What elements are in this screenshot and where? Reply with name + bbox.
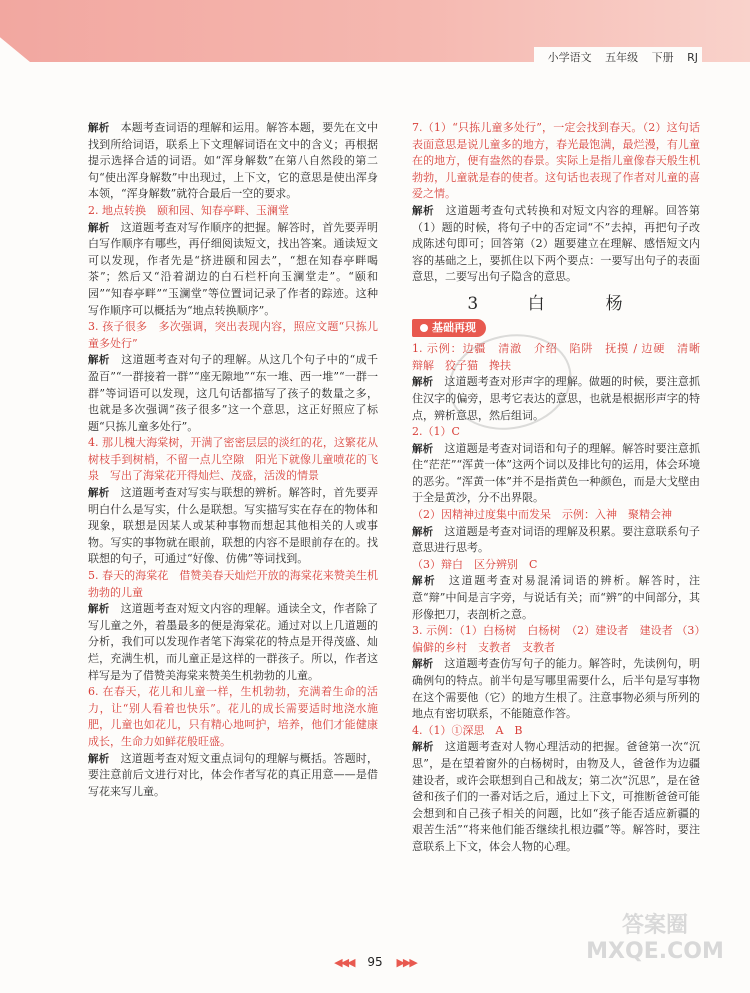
section-badge bbox=[412, 319, 486, 338]
analysis-text: 这道题考查对句子的理解。从这几个句子中的“成千盈百”“一群接着一群”“座无隙地”“东一堆、西一堆”“一群一群”等词语可以发现，这几句话都描写了孩子的数量之多，也就是多次强调“孩子很多”这一个意思，这正好照应了标题“只拣儿童多处行”。 bbox=[88, 353, 379, 433]
answer-paragraph: 3. 示例：（1）白杨树 白杨树 （2）建设者 建设者 （3）偏僻的乡村 支教者 支教者 bbox=[412, 624, 700, 654]
answer-paragraph: 7.（1）“只拣儿童多处行”，一定会找到春天。（2）这句话表面意思是说儿童多的地方，春光最饱满，最烂漫，有儿童在的地方，便有盎然的春景。实际上是指儿童像春天般生机勃勃，儿童就是春的使者。这句话也表现了作者对儿童的喜爱之情。 bbox=[412, 121, 700, 201]
answer-paragraph: 3. 孩子很多 多次强调，突出表现内容，照应文题“只拣儿童多处行” bbox=[88, 320, 378, 350]
answer-paragraph: 1. 示例：边疆 清澈 介绍 陷阱 抚摸 / 边硬 清晰 辩解 狡子猫 搀扶 bbox=[412, 342, 711, 372]
analysis-paragraph bbox=[412, 656, 700, 722]
section-label: 基础再现 bbox=[432, 320, 476, 334]
analysis-paragraph bbox=[88, 751, 378, 801]
analysis-text: 这道题考查对写作顺序的把握。解答时，首先要弄明白写作顺序有哪些，再仔细阅读短文，找出答案。通读短文可以发现，作者先是“挤进颐和园去”，“想在知春亭畔喝茶”；然后又“沿着湖边的白石栏杆向玉澜堂走”。“颐和园”“知春亭畔”“玉澜堂”等位置词记录了作者的踪迹。这种写作顺序可以概括为“地点转换顺序”。 bbox=[88, 220, 379, 317]
analysis-paragraph bbox=[412, 524, 700, 557]
analysis-paragraph bbox=[88, 120, 378, 203]
analysis-label: 解析 bbox=[412, 658, 434, 671]
section-mark-icon bbox=[420, 324, 428, 332]
analysis-label: 解析 bbox=[412, 741, 434, 754]
analysis-text: 本题考查词语的理解和运用。解答本题，要先在文中找到所给词语，联系上下文理解词语在文中的含义；再根据提示选择合适的词语。如“浑身解数”在第八自然段的第二句“使出浑身解数”中出现过，上下文，它的意思是使出浑身本领，“浑身解数”就符合最后一空的要求。 bbox=[88, 121, 379, 201]
analysis-paragraph bbox=[88, 352, 378, 435]
analysis-text: 这道题考查仿写句子的能力。解答时，先读例句，明确例句的特点。前半句是写哪里需要什么，后半句是写事物在这个需要他（它）的地方生根了。注意事物必须与所列的地点有密切联系，不能随意作答。 bbox=[412, 657, 701, 721]
analysis-label: 解析 bbox=[412, 442, 434, 455]
page-number: 95 bbox=[367, 955, 383, 969]
answer-paragraph: 5. 春天的海棠花 借赞美春天灿烂开放的海棠花来赞美生机勃勃的儿童 bbox=[88, 569, 378, 599]
next-arrows-icon: ▶▶▶ bbox=[396, 956, 416, 969]
right-column bbox=[412, 120, 711, 856]
analysis-label: 解析 bbox=[412, 376, 434, 389]
analysis-label: 解析 bbox=[412, 204, 435, 217]
analysis-label: 解析 bbox=[88, 752, 110, 765]
analysis-paragraph bbox=[412, 441, 700, 507]
answer-paragraph: （3）辩白 区分辨别 C bbox=[412, 557, 538, 571]
analysis-paragraph bbox=[88, 220, 378, 320]
analysis-paragraph bbox=[412, 739, 700, 855]
page-header bbox=[534, 47, 702, 67]
analysis-text: 这道题是考查对词语的理解及积累。要注意联系句子意思进行思考。 bbox=[412, 524, 701, 555]
analysis-text: 这道题考查对形声字的理解。做题的时候，要注意抓住汉字的偏旁，思考它表达的意思，也就是根据形声字的特点，辨析意思，然后组词。 bbox=[412, 375, 701, 422]
analysis-label: 解析 bbox=[412, 575, 437, 588]
right-top-block bbox=[412, 120, 700, 286]
analysis-text: 这道题考查对短文重点词句的理解与概括。答题时，要注意前后文进行对比，体会作者写花的真正用意——是借写花来写儿童。 bbox=[88, 751, 379, 798]
answer-paragraph: 4. 那儿槐大海棠树，开满了密密层层的淡红的花，这繁花从树枝手到树梢，不留一点儿空隙 阳光下就像儿童喷花的飞泉 写出了海棠花开得灿烂、茂盛，活泼的情景 bbox=[88, 436, 378, 483]
answer-paragraph: 2. 地点转换 颐和园、知春亭畔、玉澜堂 bbox=[88, 203, 289, 217]
analysis-paragraph bbox=[412, 203, 700, 286]
watermark-logo: 答案圈 MXQE.COM bbox=[586, 913, 724, 964]
analysis-label: 解析 bbox=[88, 354, 110, 367]
analysis-label: 解析 bbox=[88, 487, 110, 500]
analysis-paragraph bbox=[412, 573, 700, 623]
analysis-label: 解析 bbox=[88, 122, 110, 134]
analysis-label: 解析 bbox=[88, 603, 110, 616]
volume-label: 下册 bbox=[651, 51, 674, 64]
analysis-text: 这道题考查对易混淆词语的辨析。解答时，注意“辩”中间是言字旁，与说话有关；而“辨”的中间部分，其形像把刀，表剖析之意。 bbox=[412, 574, 701, 621]
answer-paragraph: 4.（1）①深思 A B bbox=[412, 723, 523, 737]
grade-label: 五年级 bbox=[605, 51, 639, 64]
left-column bbox=[88, 120, 378, 800]
subject-label: 小学语文 bbox=[547, 51, 592, 64]
lesson-title: 3 白 杨 bbox=[467, 293, 645, 314]
analysis-paragraph bbox=[88, 485, 378, 568]
analysis-text: 这道题考查对短文内容的理解。通读全文，作者除了写儿童之外，着墨最多的便是海棠花。通过对以上几道题的分析，我们可以发现作者笔下海棠花的特点是开得茂盛、灿烂，充满生机，而儿童正是这样的一群孩子。所以，作者这样写是为了借赞美海棠来赞美生机勃勃的儿童。 bbox=[88, 602, 379, 682]
analysis-text: 这道题考查句式转换和对短文内容的理解。回答第（1）题的时候，将句子中的否定词“不”去掉，再把句子改成陈述句即可；回答第（2）题要建立在理解、感悟短文内容的基础之上，要抓住以下两个要点：一要写出句子的表面意思，二要写出句子隐含的意思。 bbox=[412, 203, 701, 284]
right-bottom-block bbox=[412, 341, 711, 855]
analysis-text: 这道题是考查对词语和句子的理解。解答时要注意抓住“茫茫”“浑黄一体”这两个词以及排比句的运用，体会环境的恶劣。“浑黄一体”并不是指黄色一种颜色，而是大戈壁由于全是黄沙，分不出界限。 bbox=[412, 441, 701, 505]
analysis-label: 解析 bbox=[88, 221, 110, 234]
prev-arrows-icon: ◀◀◀ bbox=[334, 956, 354, 969]
answer-paragraph: 6. 在春天，花儿和儿童一样，生机勃勃，充满着生命的活力，让“别人看着也快乐”。花儿的成长需要适时地浇水施肥，儿童也如花儿，只有精心地呵护，培养，他们才能健康成长，生命力如鲜花般旺盛。 bbox=[88, 685, 378, 748]
edition-label: RJ bbox=[687, 51, 698, 64]
analysis-text: 这道题考查对写实与联想的辨析。解答时，首先要弄明白什么是写实，什么是联想。写实描写实在存在的物体和现象，联想是因某人或某种事物而想起其他相关的人或事物。写实的事物就在眼前，联想的内容不是眼前存在的。找联想的句子，可通过“好像、仿佛”等词找到。 bbox=[88, 486, 379, 566]
analysis-text: 这道题考查对人物心理活动的把握。爸爸第一次“沉思”，是在望着窗外的白杨树时，由物及人，爸爸作为边疆建设者，或许会联想到自己和战友；第二次“沉思”，是在爸爸和孩子们的一番对话之后，通过上下文，可推断爸爸可能会想到和自己孩子相关的问题，比如“孩子能否适应新疆的艰苦生活”“将来他们能否继续扎根边疆”等。解答时，要注意联系上下文，体会人物的心理。 bbox=[412, 740, 701, 853]
analysis-paragraph bbox=[88, 601, 378, 684]
answer-paragraph: （2）因精神过度集中而发呆 示例：入神 聚精会神 bbox=[412, 508, 672, 522]
analysis-label: 解析 bbox=[412, 525, 434, 538]
answer-paragraph: 2.（1）C bbox=[412, 425, 460, 439]
